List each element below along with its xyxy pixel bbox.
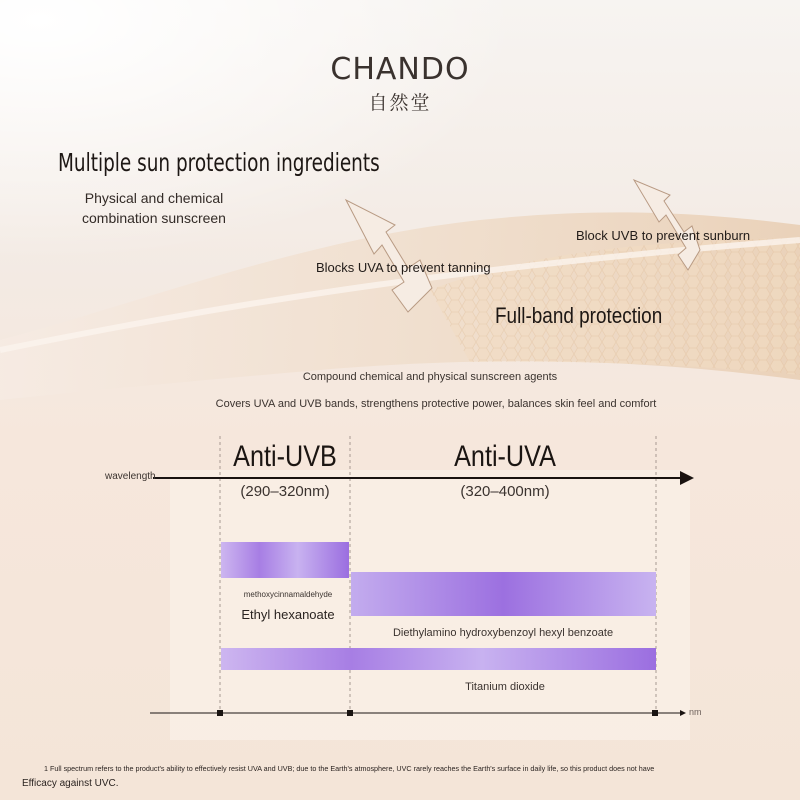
section-line-1: Compound chemical and physical sunscreen agents — [302, 371, 558, 383]
brand-logo-cn: 自然堂 — [368, 93, 432, 114]
uvb-callout: Block UVB to prevent sunburn — [576, 228, 751, 243]
uva-band — [351, 572, 656, 616]
uvb-ingredient-small: methoxycinnamaldehyde — [243, 590, 333, 599]
subheadline-line-2: combination sunscreen — [82, 210, 226, 226]
full-band-ingredient: Titanium dioxide — [465, 681, 545, 693]
section-line-2: Covers UVA and UVB bands, strengthens protective power, balances skin feel and comfort — [215, 398, 657, 410]
uvb-band — [221, 542, 349, 578]
subheadline-line-1: Physical and chemical — [84, 190, 224, 206]
headline: Multiple sun protection ingredients — [58, 148, 380, 177]
uvb-title-wrap — [220, 440, 350, 474]
section-title: Full-band protection — [495, 303, 663, 328]
uvb-title: Anti-UVB — [233, 440, 337, 473]
subheadline — [74, 188, 234, 228]
brand-logo: CHANDO — [330, 52, 470, 87]
uva-ingredient: Diethylamino hydroxybenzoyl hexyl benzoate — [392, 627, 614, 639]
uvb-range: (290–320nm) — [240, 483, 330, 500]
full-band — [221, 648, 656, 670]
uva-title-wrap — [400, 440, 610, 474]
uva-callout: Blocks UVA to prevent tanning — [316, 260, 491, 275]
uvb-ingredient: Ethyl hexanoate — [241, 607, 335, 622]
footnote-line-2: Efficacy against UVC. — [22, 778, 119, 789]
uva-range: (320–400nm) — [460, 483, 550, 500]
uva-title: Anti-UVA — [454, 440, 556, 473]
wavelength-axis-label: wavelength — [105, 471, 156, 482]
footnote-line-1: 1 Full spectrum refers to the product's ability to effectively resist UVA and UVB; due to the Earth's atmosphere, UVC rarely reaches the Earth's surface in daily life, so this product does not have — [44, 764, 655, 773]
axis-unit: nm — [689, 707, 702, 717]
